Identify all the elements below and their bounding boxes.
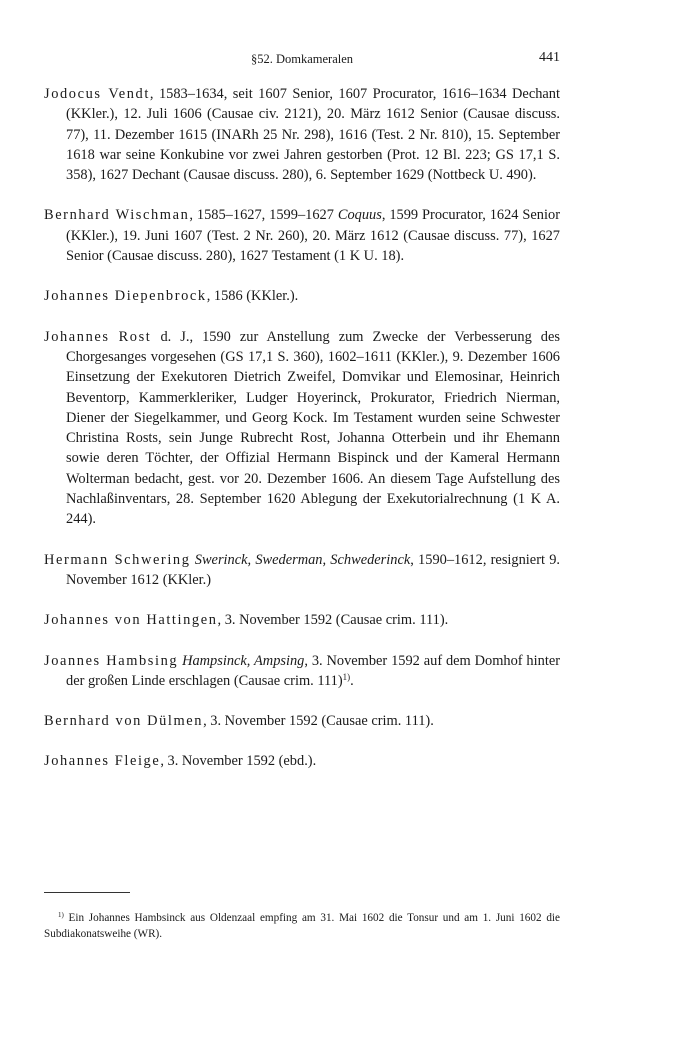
- entry-variant: Coquus: [337, 207, 382, 224]
- entry-name: Bernhard von Dülmen: [44, 713, 204, 730]
- entry-name-last: Rost: [118, 328, 152, 345]
- entry-text: , 3. November 1592 (Causae crim. 111).: [217, 612, 449, 629]
- entry-text: , 3. November 1592 (ebd.).: [160, 753, 317, 770]
- page-number: 441: [539, 50, 560, 65]
- entry-text: , 3. November 1592 (Causae crim. 111).: [203, 713, 434, 730]
- entry-name: Johannes von Hattingen: [44, 612, 218, 629]
- entry-list: [44, 84, 560, 792]
- footnote: [44, 911, 560, 942]
- entry-text-cont: , 1599 Procurator, 1624 Senior (KKler.), 19. Juni 1607 (Test. 2 Nr. 260), 20. März 1612 (Causae discuss. 77), 1627 Senior (Causae discuss. 280), 1627 Testament (1 K U. 18).: [66, 207, 560, 265]
- entry-hermann-schwering: [44, 550, 560, 591]
- entry-text: d. J., 1590 zur Anstellung zum Zwecke der Verbesserung des Chorgesanges vorgesehen (GS 17,1 S. 360), 1602–1611 (KKler.), 9. Dezember 1606 Einsetzung der Exekutoren Dietrich Zweifel, Domvikar und Elemosinar, Heinrich Beventorp, Kammerkleriker, Ludger Hoyerinck, Prokurator, Friedrich Nierman, Diener der Siegelkammer, und Georg Kock. Im Testament wurden seine Schwester Christina Rosts, sein Junge Rubrecht Rost, Johanna Otterbein und ihr Ehemann sowie deren Töchter, der Offizial Hermann Bispinck und der Kameral Hermann Wolterman bedacht, gest. vor 20. Dezember 1606. An diesem Tage Aufstellung des Nachlaßinventars, 28. September 1620 Ablegung der Exekutorialrechnung (1 K A. 244).: [66, 328, 560, 528]
- entry-name: Johannes Fleige: [44, 753, 161, 770]
- entry-bernhard-von-duelmen: [44, 711, 560, 731]
- entry-johannes-fleige: [44, 751, 560, 771]
- entry-text: , 3. November 1592 auf dem Domhof hinter der großen Linde erschlagen (Causae crim. 111): [66, 652, 560, 689]
- entry-text: , 1585–1627, 1599–1627: [189, 207, 338, 224]
- entry-johannes-von-hattingen: [44, 610, 560, 630]
- entry-text-end: .: [350, 672, 354, 689]
- entry-johannes-rost: [44, 327, 560, 530]
- entry-name: Jodocus Vendt: [44, 86, 150, 102]
- footnote-divider: [44, 892, 130, 893]
- entry-text: , 1583–1634, seit 1607 Senior, 1607 Procurator, 1616–1634 Dechant (KKler.), 12. Juli 1606 (Causae civ. 2121), 20. März 1612 Senior (Causae discuss. 77), 11. Dezember 1615 (INARh 25 Nr. 298), 1616 (Test. 2 Nr. 810), 15. September 1618 war seine Konkubine vor zwei Jahren gestorben (Prot. 12 Bl. 223; GS 17,1 S. 358), 1627 Dechant (Causae discuss. 280), 6. September 1629 (Nottbeck U. 490).: [66, 86, 560, 184]
- entry-text: , 1586 (KKler.).: [206, 288, 299, 305]
- entry-name-first: Johannes: [44, 328, 110, 345]
- footnote-text: Ein Johannes Hambsinck aus Oldenzaal empfing am 31. Mai 1602 die Tonsur und am 1. Juni 1602 die Subdiakonatsweihe (WR).: [44, 912, 560, 940]
- section-title: §52. Domkameralen: [250, 52, 354, 66]
- entry-variant: Swerinck, Swederman, Schwederinck: [194, 551, 411, 568]
- entry-name: Joannes Hambsing: [44, 652, 179, 669]
- running-header: [44, 50, 560, 70]
- footnote-marker: 1): [58, 911, 64, 920]
- entry-jodocus-vendt: [44, 84, 560, 185]
- entry-text: , 1590–1612, resigniert 9. November 1612 (KKler.): [66, 551, 561, 588]
- entry-variant: Hampsinck, Ampsing: [182, 652, 305, 669]
- entry-name: Bernhard Wischman: [44, 207, 190, 224]
- entry-name: Johannes Diepenbrock: [44, 288, 207, 305]
- entry-name: Hermann Schwering: [44, 551, 191, 568]
- entry-joannes-hambsing: [44, 651, 560, 692]
- footnote-ref: 1): [342, 671, 351, 682]
- entry-johannes-diepenbrock: [44, 286, 560, 306]
- entry-bernhard-wischman: [44, 205, 560, 266]
